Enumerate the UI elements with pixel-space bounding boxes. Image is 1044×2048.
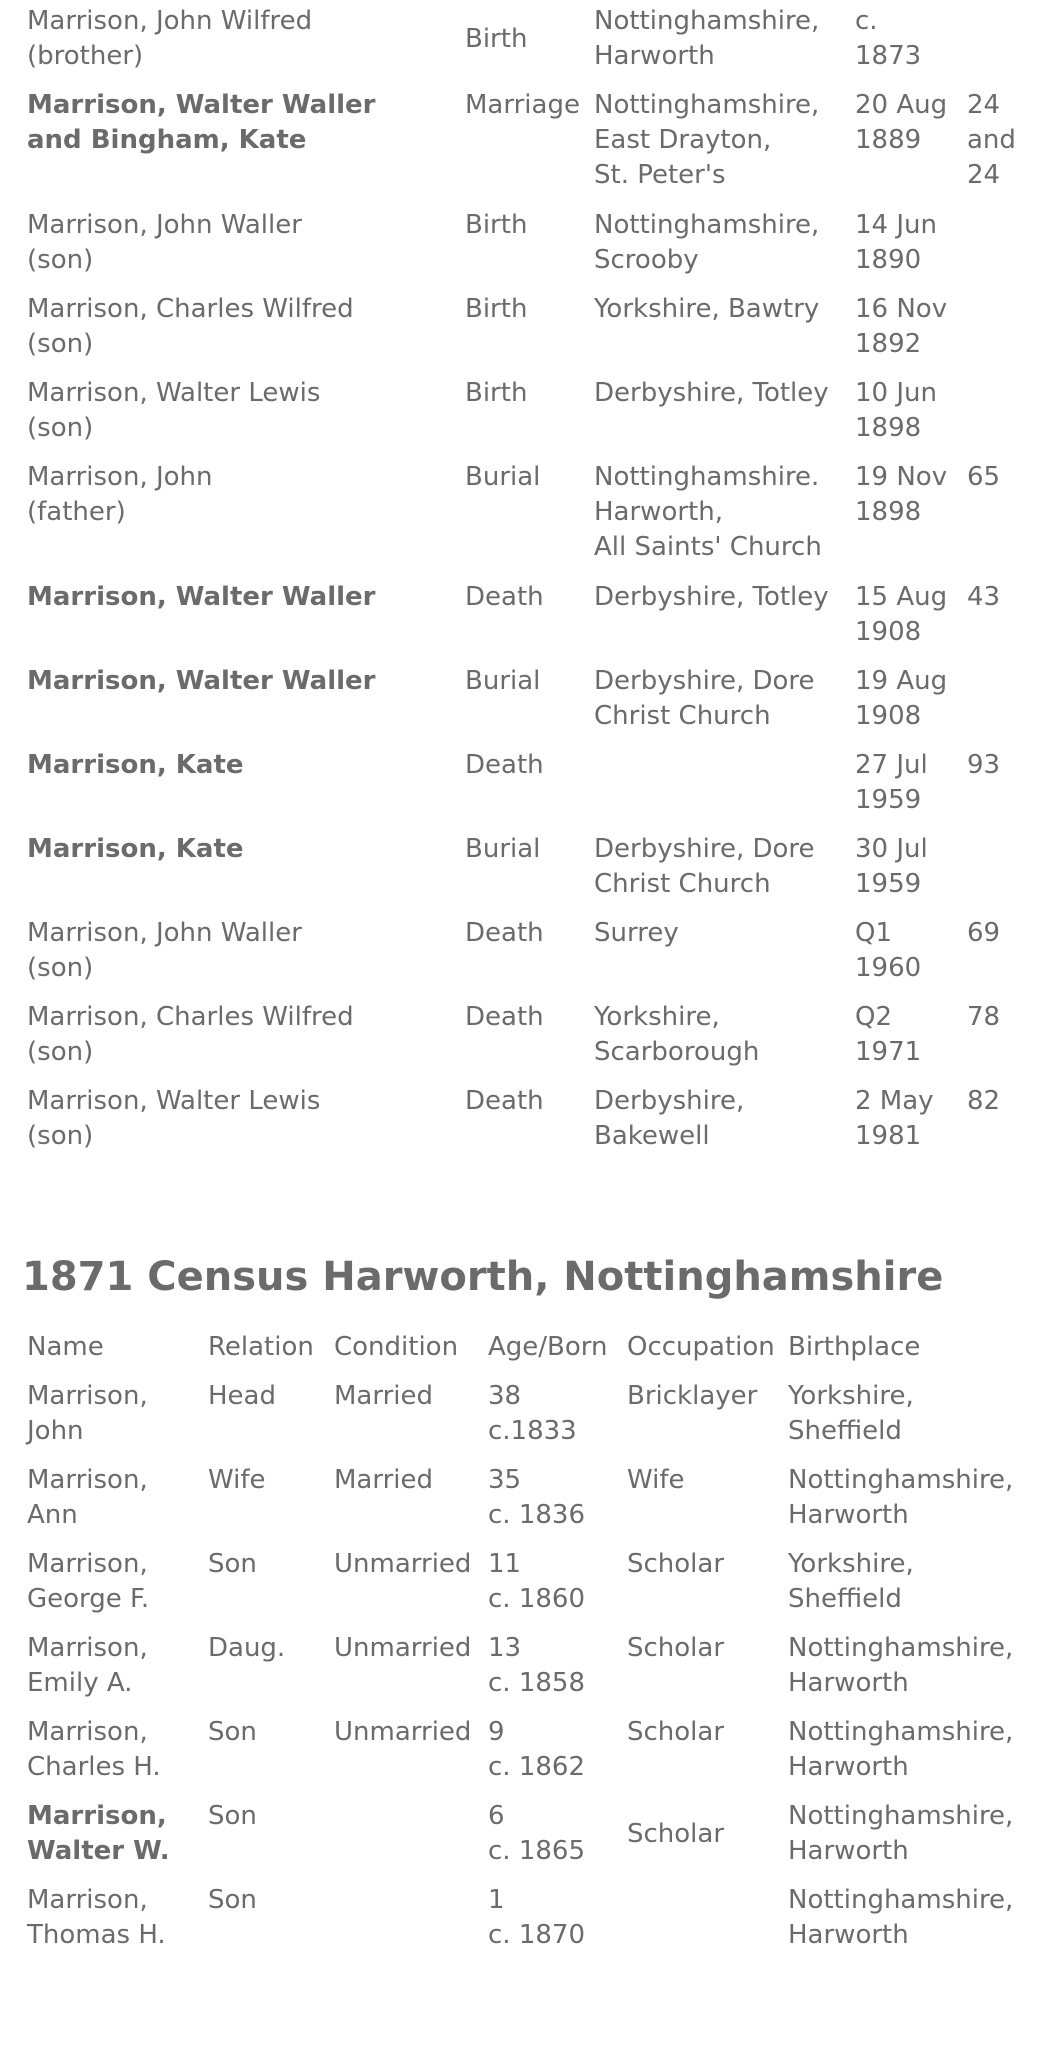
event-name: Marrison, John Waller (son) xyxy=(27,210,302,275)
census-name: Marrison, Emily A. xyxy=(27,1633,148,1698)
census-name: Marrison, John xyxy=(27,1381,148,1446)
census-age: 1 c. 1870 xyxy=(488,1885,585,1950)
event-place: Derbyshire, Dore Christ Church xyxy=(594,666,815,731)
event-type: Death xyxy=(465,1086,544,1116)
census-condition: Unmarried xyxy=(334,1633,472,1663)
event-date: 27 Jul 1959 xyxy=(855,750,928,815)
census-name: Marrison, Charles H. xyxy=(27,1717,161,1782)
event-age: 78 xyxy=(967,1002,1001,1032)
census-birthplace: Yorkshire, Sheffield xyxy=(788,1549,914,1614)
census-occupation: Wife xyxy=(627,1465,685,1495)
event-date: 2 May 1981 xyxy=(855,1086,934,1151)
header-relation: Relation xyxy=(208,1332,314,1362)
event-age: 93 xyxy=(967,750,1001,780)
census-name: Marrison, George F. xyxy=(27,1549,150,1614)
event-name: Marrison, Walter Lewis (son) xyxy=(27,378,321,443)
census-relation: Wife xyxy=(208,1465,266,1495)
census-occupation: Scholar xyxy=(627,1633,725,1663)
census-condition: Unmarried xyxy=(334,1717,472,1747)
event-type: Birth xyxy=(465,24,528,54)
event-type: Burial xyxy=(465,834,541,864)
event-place: Yorkshire, Bawtry xyxy=(594,294,820,324)
census-name: Marrison, Thomas H. xyxy=(27,1885,166,1950)
event-age: 65 xyxy=(967,462,1001,492)
event-age: 69 xyxy=(967,918,1001,948)
event-type: Death xyxy=(465,582,544,612)
event-age: 82 xyxy=(967,1086,1001,1116)
census-title: 1871 Census Harworth, Nottinghamshire xyxy=(22,1254,944,1300)
event-date: 14 Jun 1890 xyxy=(855,210,937,275)
event-place: Nottinghamshire, East Drayton, St. Peter's xyxy=(594,90,820,190)
event-place: Derbyshire, Bakewell xyxy=(594,1086,745,1151)
event-date: 16 Nov 1892 xyxy=(855,294,948,359)
census-occupation: Scholar xyxy=(627,1819,725,1849)
event-place: Yorkshire, Scarborough xyxy=(594,1002,760,1067)
event-name: Marrison, Kate xyxy=(27,750,244,780)
event-name: Marrison, Walter Waller xyxy=(27,582,376,612)
event-place: Nottinghamshire, Harworth xyxy=(594,6,820,71)
event-name: Marrison, Walter Lewis (son) xyxy=(27,1086,321,1151)
event-place: Derbyshire, Dore Christ Church xyxy=(594,834,815,899)
event-place: Surrey xyxy=(594,918,679,948)
event-age: 43 xyxy=(967,582,1001,612)
header-condition: Condition xyxy=(334,1332,459,1362)
census-occupation: Scholar xyxy=(627,1549,725,1579)
census-relation: Son xyxy=(208,1801,257,1831)
event-date: 19 Nov 1898 xyxy=(855,462,948,527)
header-occupation: Occupation xyxy=(627,1332,775,1362)
event-name: Marrison, Walter Waller and Bingham, Kate xyxy=(27,90,376,155)
event-date: Q2 1971 xyxy=(855,1002,922,1067)
census-age: 9 c. 1862 xyxy=(488,1717,585,1782)
census-condition: Married xyxy=(334,1381,434,1411)
event-place: Nottinghamshire. Harworth, All Saints' Church xyxy=(594,462,822,562)
event-name: Marrison, John Wilfred (brother) xyxy=(27,6,313,71)
event-type: Death xyxy=(465,1002,544,1032)
event-date: 19 Aug 1908 xyxy=(855,666,948,731)
event-name: Marrison, John (father) xyxy=(27,462,213,527)
header-name: Name xyxy=(27,1332,104,1362)
census-relation: Son xyxy=(208,1549,257,1579)
event-date: Q1 1960 xyxy=(855,918,922,983)
event-type: Birth xyxy=(465,378,528,408)
event-name: Marrison, Charles Wilfred (son) xyxy=(27,294,354,359)
census-age: 35 c. 1836 xyxy=(488,1465,585,1530)
census-relation: Son xyxy=(208,1885,257,1915)
event-place: Derbyshire, Totley xyxy=(594,582,829,612)
census-occupation: Scholar xyxy=(627,1717,725,1747)
event-place: Nottinghamshire, Scrooby xyxy=(594,210,820,275)
event-type: Burial xyxy=(465,462,541,492)
header-age: Age/Born xyxy=(488,1332,608,1362)
census-birthplace: Nottinghamshire, Harworth xyxy=(788,1885,1014,1950)
census-age: 11 c. 1860 xyxy=(488,1549,585,1614)
census-relation: Head xyxy=(208,1381,276,1411)
census-birthplace: Nottinghamshire, Harworth xyxy=(788,1465,1014,1530)
census-age: 6 c. 1865 xyxy=(488,1801,585,1866)
event-date: 10 Jun 1898 xyxy=(855,378,937,443)
event-date: 20 Aug 1889 xyxy=(855,90,948,155)
census-birthplace: Yorkshire, Sheffield xyxy=(788,1381,914,1446)
event-date: c. 1873 xyxy=(855,6,922,71)
event-date: 30 Jul 1959 xyxy=(855,834,928,899)
event-name: Marrison, Kate xyxy=(27,834,244,864)
census-age: 38 c.1833 xyxy=(488,1381,577,1446)
census-name: Marrison, Ann xyxy=(27,1465,148,1530)
census-birthplace: Nottinghamshire, Harworth xyxy=(788,1801,1014,1866)
census-birthplace: Nottinghamshire, Harworth xyxy=(788,1633,1014,1698)
event-place: Derbyshire, Totley xyxy=(594,378,829,408)
event-type: Birth xyxy=(465,294,528,324)
event-type: Birth xyxy=(465,210,528,240)
census-name: Marrison, Walter W. xyxy=(27,1801,170,1866)
census-occupation: Bricklayer xyxy=(627,1381,758,1411)
census-condition: Married xyxy=(334,1465,434,1495)
event-type: Burial xyxy=(465,666,541,696)
census-condition: Unmarried xyxy=(334,1549,472,1579)
event-name: Marrison, Charles Wilfred (son) xyxy=(27,1002,354,1067)
event-age: 24 and 24 xyxy=(967,90,1016,190)
event-type: Death xyxy=(465,750,544,780)
census-relation: Son xyxy=(208,1717,257,1747)
header-birthplace: Birthplace xyxy=(788,1332,921,1362)
event-date: 15 Aug 1908 xyxy=(855,582,948,647)
event-name: Marrison, John Waller (son) xyxy=(27,918,302,983)
event-name: Marrison, Walter Waller xyxy=(27,666,376,696)
census-birthplace: Nottinghamshire, Harworth xyxy=(788,1717,1014,1782)
event-type: Marriage xyxy=(465,90,580,120)
census-age: 13 c. 1858 xyxy=(488,1633,585,1698)
census-relation: Daug. xyxy=(208,1633,286,1663)
event-type: Death xyxy=(465,918,544,948)
